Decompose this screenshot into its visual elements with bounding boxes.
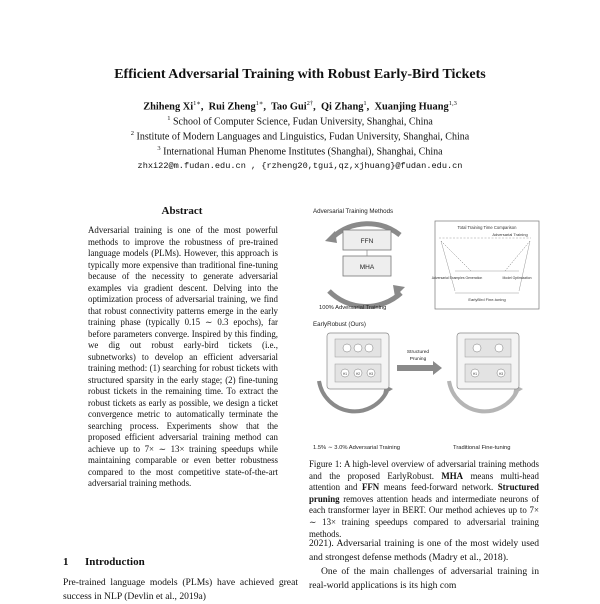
- caption-part: means multi-head attention and: [309, 470, 539, 493]
- fig-label-15: 1.5% ∼ 3.0% Adversarial Training: [313, 445, 401, 451]
- figure-1: [305, 205, 545, 465]
- inset-title: Total Training Time Comparison: [457, 225, 517, 230]
- right-paragraph-1: 2021). Adversarial training is one of the most widely used and strongest defense methods (Madry et al., 2018).: [309, 538, 539, 563]
- inset-adv: Adversarial Training: [492, 232, 528, 237]
- author-sup: 1: [363, 100, 367, 107]
- fig-label-top: Adversarial Training Methods: [313, 208, 394, 215]
- author-name: Xuanjing Huang: [374, 101, 449, 113]
- inset-opt: Model Optimization: [502, 276, 532, 280]
- affiliation-sup: 1: [167, 115, 171, 122]
- intro-text: Pre-trained language models (PLMs) have achieved great success in NLP (Devlin et al., 2019a): [63, 577, 298, 602]
- mha-label: MHA: [359, 264, 375, 271]
- ffn-label: FFN: [360, 238, 374, 245]
- section-title: Introduction: [85, 556, 145, 568]
- author-name: Tao Gui: [270, 101, 307, 113]
- head-label: H3: [368, 372, 374, 376]
- right-paragraph-2: One of the main challenges of adversarial training in real-world applications is its high com: [309, 566, 539, 591]
- affiliation-sup: 3: [157, 145, 161, 152]
- affiliation-sup: 2: [130, 130, 135, 137]
- caption-part: removes attention heads and intermediate neurons of each transformer layer in BERT. Our method achieves up to 7× ∼ 13× training speedups compared to adversarial training methods.: [309, 493, 539, 539]
- fig-label-trad: Traditional Fine-tuning: [453, 445, 511, 451]
- caption-ffn: FFN: [361, 482, 380, 493]
- structured-label: Structured: [406, 350, 430, 355]
- fig-label-early: EarlyRobust (Ours): [313, 321, 366, 328]
- author-list: Zhiheng $Xi^{1∗}$, Rui Zheng$^{1∗}$, Tao Gui$^{2\dagger}$, Qi Zhang$^1$, Xuanjing Huang$^{1,3}$: [143, 100, 457, 113]
- head-label: H3: [498, 372, 504, 376]
- inset-gen: Adversarial Examples Generation: [431, 276, 483, 280]
- paper-title: Efficient Adversarial Training with Robust Early-Bird Tickets: [114, 67, 486, 82]
- figure-1-diagram: [305, 205, 545, 465]
- right-column-text: [309, 537, 539, 593]
- abstract-heading: Abstract: [161, 205, 203, 217]
- section-number: 1: [63, 556, 69, 568]
- caption-structured-pruning: Structured pruning: [309, 482, 539, 504]
- right-network: [449, 333, 523, 411]
- author-sup: 1∗: [255, 100, 264, 107]
- affiliation-1: [0, 115, 600, 127]
- caption-part: Figure 1: A high-level overview of adversarial training methods and the proposed EarlyRobust.: [309, 459, 539, 481]
- author-sup: 2†: [306, 100, 314, 107]
- caption-mha: MHA: [441, 470, 464, 481]
- author-sup: 1,3: [448, 100, 457, 107]
- affiliation-text: International Human Phenome Institutes (Shanghai), Shanghai, China: [163, 146, 443, 158]
- inset-ours: EarlyBird Fine-tuning: [468, 297, 506, 302]
- abstract-text: Adversarial training is one of the most powerful methods to improve the robustness of pre-trained language models (PLMs). However, this approach is typically more expensive than traditional fine-tuning because of the necessity to generate adversarial examples via gradient descent. Delving into the optimization process of adversarial training, we find that robust connectivity patterns emerge in the early training phase (typically 0.15 ∼ 0.3 epochs), far before parameters converge. Inspired by this finding, we dig out robust early-bird tickets (i.e., subnetworks) to develop an efficient adversarial training method: (1) searching for robust tickets with structured sparsity in the early stage; (2) fine-tuning robust tickets in the remaining time. To extract the robust tickets as early as possible, we design a ticket convergence metric to automatically terminate the searching process. Experiments show that the proposed efficient adversarial training method can achieve up to 7× ∼ 13× training speedups while maintaining comparable or even better robustness compared to the most competitive state-of-the-art adversarial training methods.: [88, 225, 278, 488]
- affiliation-3: [0, 145, 600, 157]
- affiliation-text: Institute of Modern Languages and Linguistics, Fudan University, Shanghai, China: [136, 131, 470, 143]
- author-name: Zhiheng Xi: [143, 101, 194, 113]
- fig-label-100: 100% Adversarial Training: [319, 305, 387, 311]
- caption-part: means feed-forward network.: [379, 482, 498, 493]
- pruning-arrow: [397, 361, 442, 375]
- head-label: H1: [472, 372, 478, 376]
- figure-caption: [309, 459, 539, 540]
- author-name: Qi Zhang: [320, 101, 364, 113]
- affiliation-2: [0, 130, 600, 142]
- author-email[interactable]: zhxi22@m.fudan.edu.cn , {rzheng20,tgui,qz,xjhuang}@fudan.edu.cn: [137, 161, 463, 171]
- section-heading: [63, 556, 145, 568]
- head-label: H1: [342, 372, 348, 376]
- author-name: Rui Zheng: [208, 101, 256, 113]
- head-label: H2: [355, 372, 361, 376]
- left-network: [319, 333, 393, 411]
- pruning-label: Pruning: [409, 357, 427, 362]
- author-sup: 1∗: [193, 100, 201, 107]
- affiliation-text: School of Computer Science, Fudan University, Shanghai, China: [172, 116, 433, 128]
